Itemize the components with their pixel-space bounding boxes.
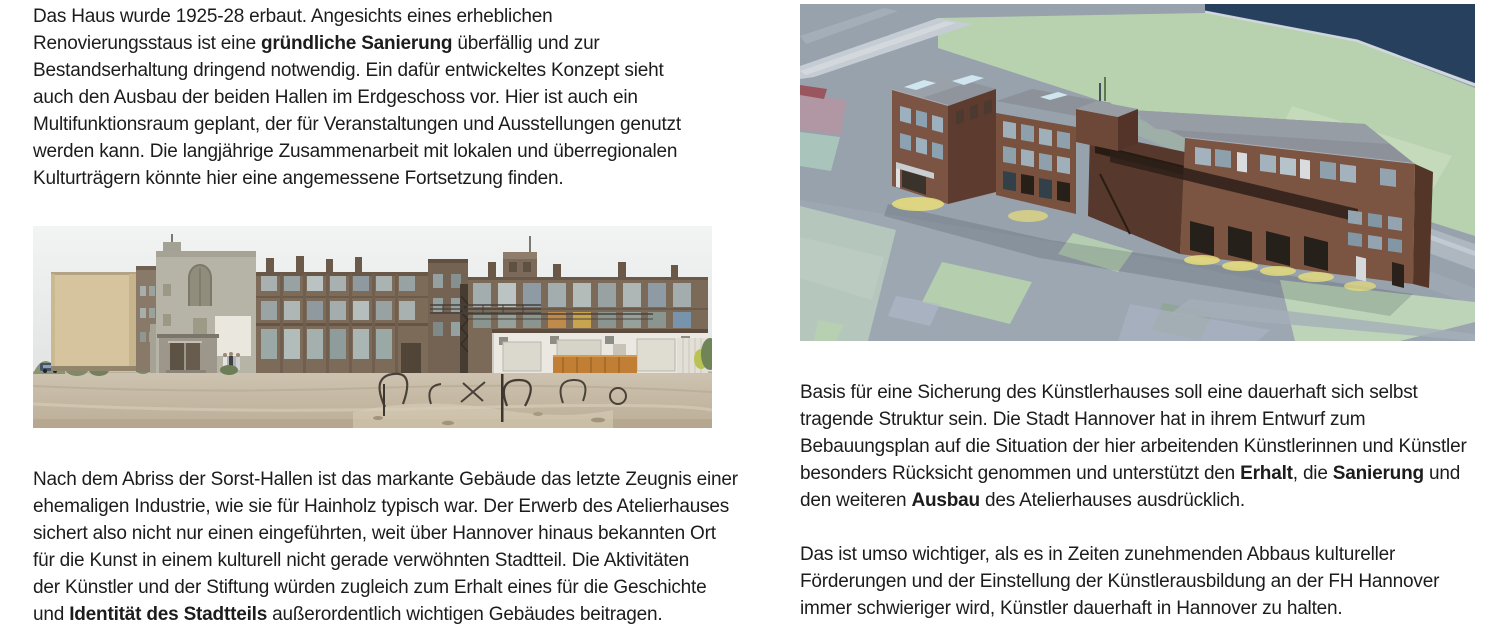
city-paragraph: Basis für eine Sicherung des Künstlerhauses soll eine dauerhaft sich selbst tragende Struktur sein. Die Stadt Hannover hat in ihrem Entwurf zum Bebauungsplan auf die Situation der hier arbeitenden Künstlerinnen und Künstler besonders Rücksicht genommen und unterstützt den Erhalt, die Sanierung und den weiteren Ausbau des Atelierhauses ausdrücklich. <box>800 382 1467 511</box>
intro-paragraph: Das Haus wurde 1925-28 erbaut. Angesichts eines erheblichen Renovierungsstaus ist eine gründliche Sanierung überfällig und zur Bestandserhaltung dringend notwendig. Ein dafür entwickeltes Konzept sieht auch den Ausbau der beiden Hallen im Erdgeschoss vor. Hier ist auch ein Multifunktionsraum geplant, der für Veranstaltungen und Ausstellungen genutzt werden kann. Die langjährige Zusammenarbeit mit lokalen und überregionalen Kulturträgern könnte hier eine angemessene Fortsetzung finden. <box>33 6 681 189</box>
building-rendering <box>800 4 1475 341</box>
photo-tan-building <box>51 272 149 374</box>
building-rendering-image <box>800 4 1475 341</box>
importance-paragraph: Das ist umso wichtiger, als es in Zeiten zunehmenden Abbaus kultureller Förderungen und der Einstellung der Künstlerausbildung an der FH Hannover immer schwieriger wird, Künstler dauerhaft in Hannover zu halten. <box>800 544 1440 619</box>
render-front-tower <box>892 74 996 211</box>
photo-brick-facade <box>256 256 428 373</box>
photo-right-building <box>468 262 712 373</box>
history-paragraph: Nach dem Abriss der Sorst-Hallen ist das markante Gebäude das letzte Zeugnis einer ehemaligen Industrie, wie sie für Hainholz typisch war. Der Erwerb des Atelierhauses sichert also nicht nur einen eingeführten, weit über Hannover hinaus bekannten Ort für die Kunst in einem kulturell nicht gerade verwöhnten Stadtteil. Die Aktivitäten der Künstler und der Stiftung würden zugleich zum Erhalt eines für die Geschichte und Identität des Stadtteils außerordentlich wichtigen Gebäudes beitragen. <box>33 469 738 625</box>
building-photo-image <box>33 226 712 428</box>
building-photo <box>33 226 712 428</box>
photo-gray-tower <box>150 234 256 373</box>
